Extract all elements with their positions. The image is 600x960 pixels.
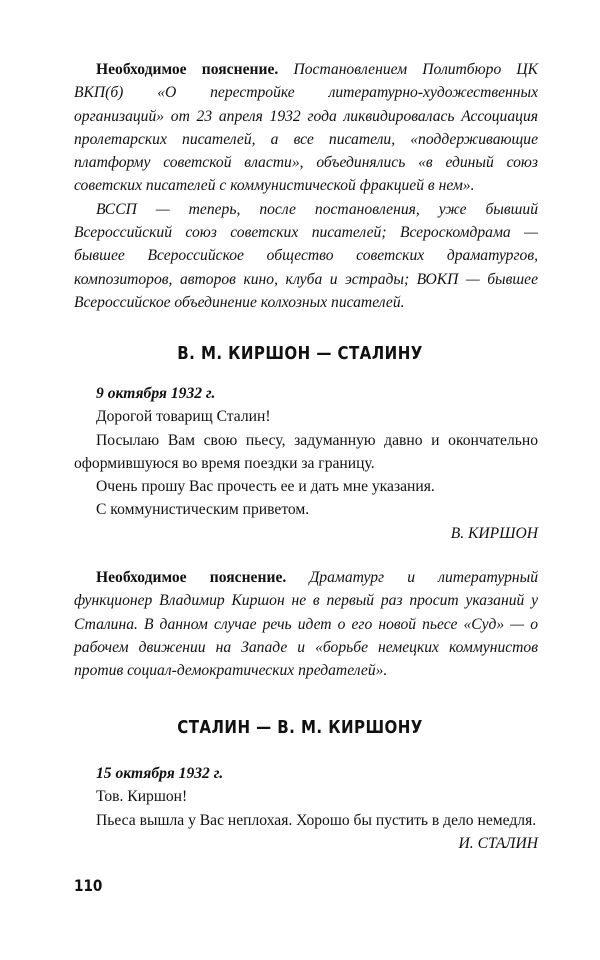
letter-2-body: Пьеса вышла у Вас неплохая. Хорошо бы пустить в дело немедля.: [96, 811, 537, 829]
letter-1-date: 9 октября 1932 г.: [96, 385, 216, 402]
letter-2-date: 15 октября 1932 г.: [96, 765, 224, 782]
note-1-text: Постановлением Политбюро ЦК ВКП(б) «О перестройке литературно-художественных организаций» от 23 апреля 1932 года ликвидировалась Ассоциация пролетарских писателей, а все писатели, «поддерживающие платформу советской власти», объединялись «в единый союз советских писателей с коммунистической фракцией в нем».: [74, 61, 539, 195]
explanatory-note-1: [74, 58, 538, 314]
note-2-text: Драматург и литературный функционер Владимир Киршон не в первый раз просит указаний у Сталина. В данном случае речь идет о его новой пьесе «Суд» — о рабочем движении на Западе и «борьбе немецких коммунистов против социал-демократических предателей».: [74, 569, 538, 680]
letter-2-greeting: Тов. Киршон!: [96, 788, 188, 806]
letter-2-heading: СТАЛИН — В. М. КИРШОНУ: [177, 718, 423, 738]
letter-1-greeting: Дорогой товарищ Сталин!: [96, 408, 271, 426]
letter-2: [74, 762, 538, 855]
letter-1-signature: В. КИРШОН: [450, 524, 538, 542]
page-number: 110: [74, 876, 103, 895]
letter-1-closing: С коммунистическим приветом.: [96, 501, 310, 519]
note-1-label: Необходимое пояснение.: [96, 61, 279, 78]
explanatory-note-2: [74, 566, 538, 682]
letter-1-body-2: Очень прошу Вас прочесть ее и дать мне указания.: [96, 478, 435, 496]
letter-1-body-1: Посылаю Вам свою пьесу, задуманную давно и окончательно оформившуюся во время поездки за границу.: [74, 431, 538, 472]
note-2-label: Необходимое пояснение.: [96, 569, 287, 586]
note-1-paragraph-2: ВССП — теперь, после постановления, уже бывший Всероссийский союз советских писателей; Всероскомдрама — бывшее Всероссийское общество советских драматургов, композиторов, авторов кино, клуба и эстрады; ВОКП — бывшее Всероссийское объединение колхозных писателей.: [74, 200, 538, 311]
letter-1: [74, 382, 538, 545]
letter-2-signature: И. СТАЛИН: [458, 834, 538, 852]
letter-1-heading: В. М. КИРШОН — СТАЛИНУ: [177, 344, 423, 364]
note-1-paragraph: [74, 58, 538, 198]
note-2-paragraph: [74, 566, 538, 682]
